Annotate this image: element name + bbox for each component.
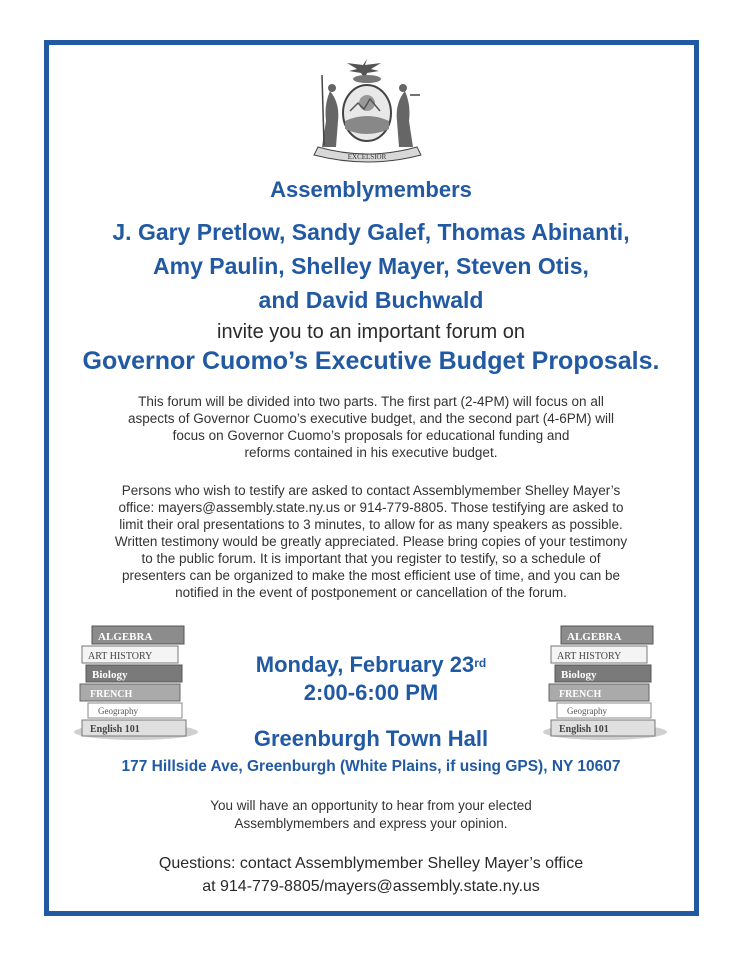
book-spine-french: FRENCH [559,689,602,700]
para2-line: presenters can be organized to make the most efficient use of time, and you can be [121,568,621,583]
names-line-3: and David Buchwald [258,287,484,313]
para1-line: reforms contained in his executive budget. [244,445,498,460]
book-spine-biology: Biology [561,669,597,681]
event-datetime [0,651,742,707]
para2-line: Written testimony would be greatly appreciated. Please bring copies of your testimony [114,534,628,549]
state-seal-icon [310,55,425,167]
event-date-text: Monday, February 23 [255,652,475,677]
questions-line: Questions: contact Assemblymember Shelley Mayer’s office [158,855,584,872]
names-line-2: Amy Paulin, Shelley Mayer, Steven Otis, [153,253,589,279]
para2-line: notified in the event of postponement or cancellation of the forum. [175,585,567,600]
book-spine-geography: Geography [567,706,607,716]
opportunity-line: You will have an opportunity to hear from your elected [210,798,532,813]
invite-text: invite you to an important forum on [217,321,525,343]
para1-line: This forum will be divided into two parts. The first part (2-4PM) will focus on all [138,394,604,409]
para2-line: Persons who wish to testify are asked to contact Assemblymember Shelley Mayer’s [121,483,621,498]
budget-title: Governor Cuomo’s Executive Budget Proposals. [82,347,660,375]
event-date-suffix: rd [474,656,487,670]
book-spine-geography: Geography [98,706,138,716]
forum-description [88,393,654,461]
names-line-1: J. Gary Pretlow, Sandy Galef, Thomas Abinanti, [112,219,630,245]
para1-line: focus on Governor Cuomo’s proposals for educational funding and [172,428,570,443]
book-spine-french: FRENCH [90,689,133,700]
event-date [0,651,742,679]
book-spine-algebra: ALGEBRA [567,631,622,643]
opportunity-line: Assemblymembers and express your opinion. [234,816,508,831]
questions-contact [0,852,742,898]
questions-line: at 914-779-8805/mayers@assembly.state.ny.us [202,878,540,895]
testimony-instructions [70,482,672,601]
event-time: 2:00-6:00 PM [303,680,439,705]
assembly-heading: Assemblymembers [270,177,472,202]
seal-motto: EXCELSIOR [347,153,387,161]
book-spine-art-history: ART HISTORY [557,651,622,662]
page-border [44,40,699,916]
opportunity-text [0,797,742,833]
para2-line: to the public forum. It is important that you register to testify, so a schedule of [141,551,601,566]
book-spine-biology: Biology [92,669,128,681]
para2-line: limit their oral presentations to 3 minutes, to allow for as many speakers as possible. [119,517,623,532]
event-address: 177 Hillside Ave, Greenburgh (White Plains, if using GPS), NY 10607 [121,758,621,775]
para2-line: office: mayers@assembly.state.ny.us or 914-779-8805. Those testifying are asked to [118,500,624,515]
book-spine-english: English 101 [90,724,140,735]
assemblymember-names [0,215,742,317]
para1-line: aspects of Governor Cuomo’s executive budget, and the second part (4-6PM) will [128,411,614,426]
book-spine-english: English 101 [559,724,609,735]
event-venue: Greenburgh Town Hall [253,726,489,751]
book-spine-algebra: ALGEBRA [98,631,153,643]
book-spine-art-history: ART HISTORY [88,651,153,662]
